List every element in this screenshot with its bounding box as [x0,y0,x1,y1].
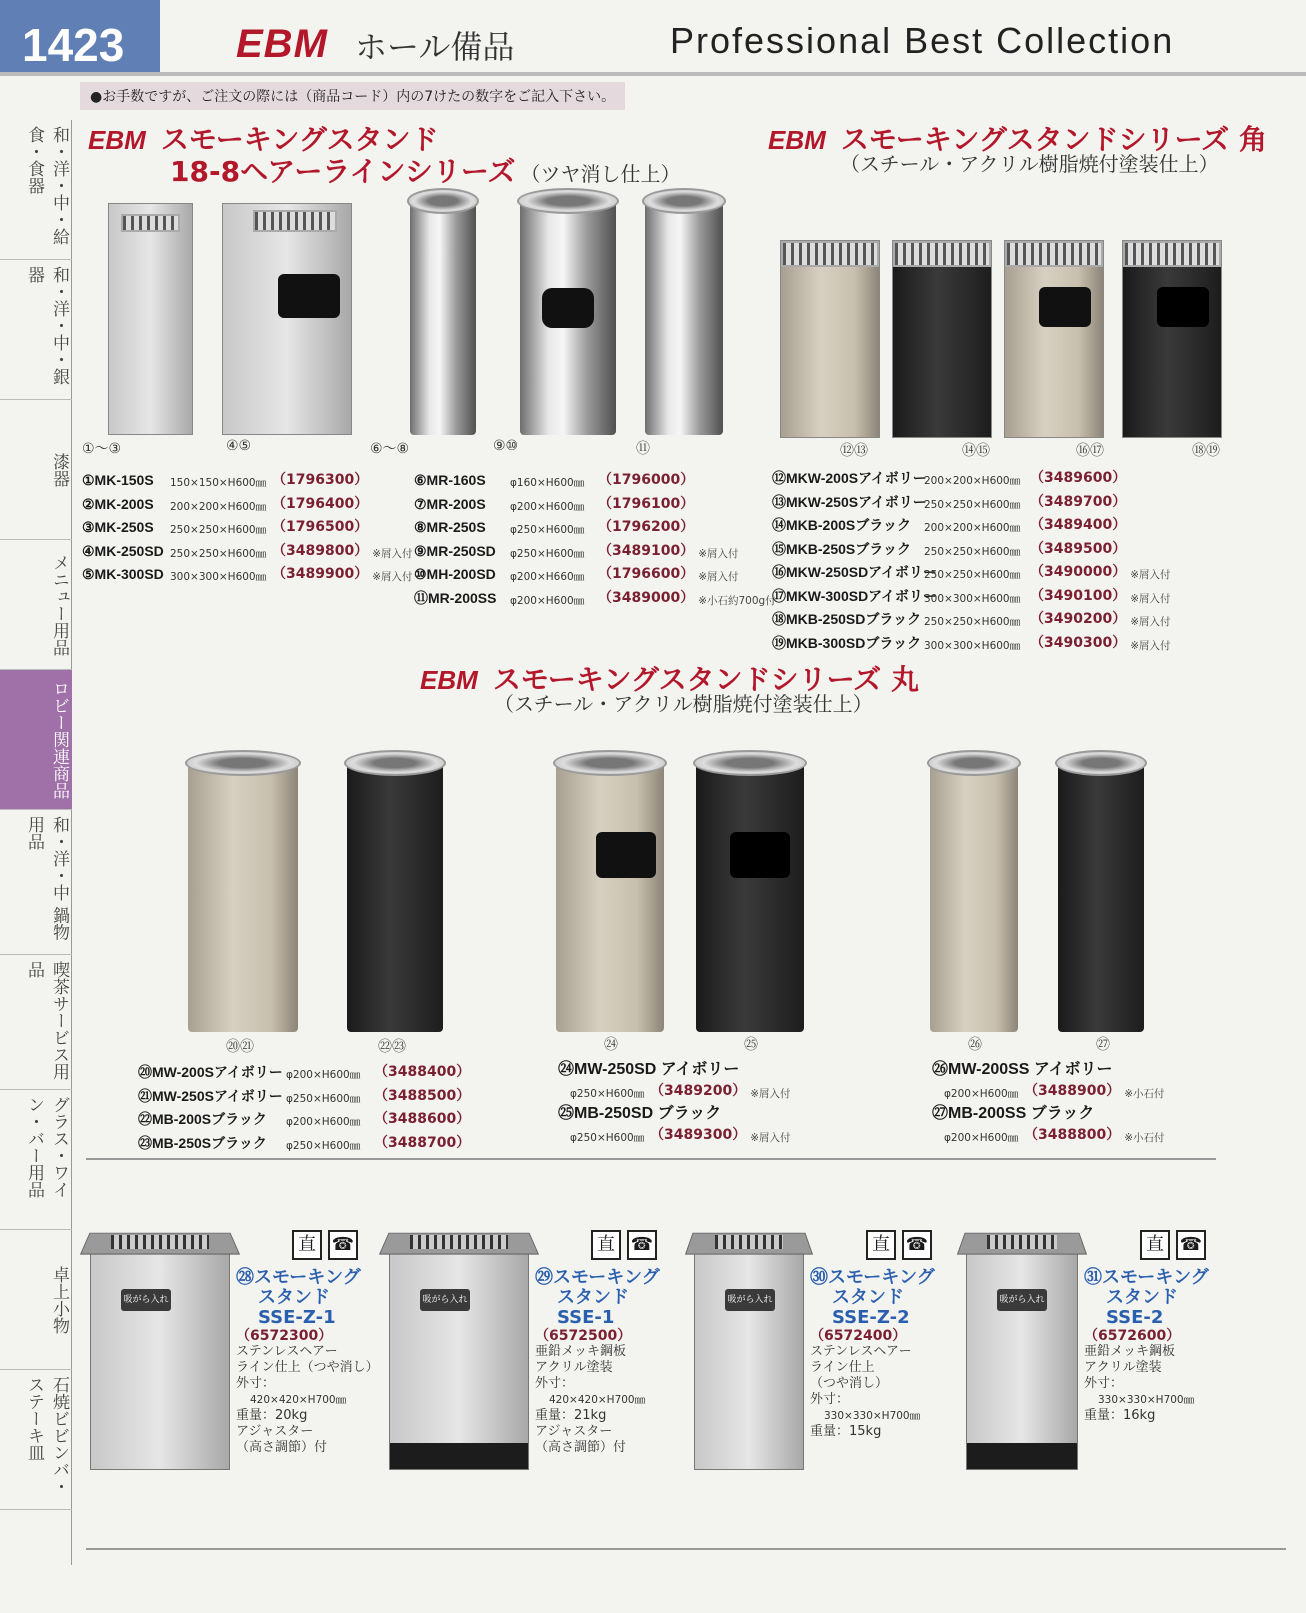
cabinet-label: 吸がら入れ [997,1289,1047,1311]
spec-model: ⑭MKB-200Sブラック [772,517,911,533]
section1-title-line2: 18-8ヘアーラインシリーズ [170,155,516,188]
product-name-line1: ㉘スモーキング [236,1267,361,1288]
product-desc-line: ライン仕上（つや消し） [236,1360,379,1375]
spec-size: φ200×H600㎜ [286,1069,361,1081]
spec-row [772,562,1171,586]
image-label: ④⑤ [226,438,252,454]
service-icons [866,1230,932,1260]
spec-code: （3489800） [272,542,369,559]
image-label: ①〜③ [82,441,122,457]
spec-note: ※小石約700g付 [698,594,776,607]
spec-row [772,633,1171,657]
section2-brand: EBM [768,125,826,155]
spec-size: 300×300×H600㎜ [924,592,1021,605]
smoking-stand-cabinet-image [694,1248,804,1470]
spec-code: （3490300） [1030,634,1127,651]
spec-model: ㉑MW-250Sアイボリー [138,1087,283,1104]
section1-heading-line2 [170,150,681,190]
mkb-200s-image [892,240,992,438]
product-model: SSE-Z-1 [258,1307,336,1328]
product-name-line1: ㉙スモーキング [535,1267,660,1288]
image-label: ㉒㉓ [378,1039,406,1055]
spec-code: （1796200） [598,519,695,535]
mb-250s-image [347,762,443,1032]
spec-size: φ200×H660㎜ [510,571,585,583]
mw-200ss-image [930,762,1018,1032]
product-extra-line: （高さ調節）付 [236,1440,328,1455]
spec-size: φ160×H600㎜ [510,477,585,489]
spec-model: ⑧MR-250S [414,519,486,535]
section3-spec-list-a [138,1062,474,1156]
product-description [1084,1268,1234,1424]
direct-shipping-icon: 直 [1140,1230,1170,1260]
section3-brand: EBM [420,665,478,695]
spec-code: （3489400） [1030,517,1127,533]
spec-row [558,1060,828,1104]
phone-order-icon: ☎ [902,1230,932,1260]
spec-size: 250×250×H600㎜ [924,569,1021,581]
spec-code: （3488700） [374,1134,471,1151]
spec-code: （1796500） [272,519,369,535]
spec-row [82,517,413,541]
product-name-line2: スタンド [258,1287,330,1308]
product-desc-line: ステンレスヘアー [810,1344,912,1359]
spec-row [82,564,413,588]
product-extra-line: アジャスター [236,1424,314,1439]
section3-spec-list-b [558,1060,828,1148]
spec-row [414,517,776,541]
spec-code: （1796100） [598,495,695,512]
image-label: ⑨⑩ [493,438,519,454]
section1-finish: （ツヤ消し仕上） [520,162,681,186]
collection-title: Professional Best Collection [670,20,1175,61]
spec-model: ⑨MR-250SD [414,542,496,559]
spec-code: （3489000） [598,589,695,606]
product-desc-line: 外寸： [810,1392,850,1407]
direct-shipping-icon: 直 [292,1230,322,1260]
product-extra-line: 重量：21kg [535,1408,607,1423]
image-label: ⑪ [636,441,650,457]
spec-code: （3488800） [1024,1126,1121,1143]
sidebar-item-tableware[interactable]: 和・洋・中・給食・食器 [0,120,72,260]
spec-code: （1796300） [272,472,369,488]
spec-row [82,541,413,565]
mb-200ss-image [1058,762,1144,1032]
footer-divider [86,1548,1286,1550]
sidebar-item-cafe[interactable]: 喫茶サービス用品 [0,955,72,1090]
spec-model: ⑦MR-200S [414,495,486,512]
sidebar-item-glass[interactable]: グラス・ワイン・バー用品 [0,1090,72,1230]
spec-model: ⑰MKW-300SDアイボリー [772,587,937,604]
spec-row [772,515,1171,539]
image-label: ⑯⑰ [1076,443,1104,459]
spec-row [414,588,776,612]
product-dimensions: 420×420×H700㎜ [250,1394,347,1406]
page-number: 1423 [0,0,160,75]
spec-row [558,1104,828,1148]
image-label: ㉔ [604,1037,618,1053]
spec-code: （3489500） [1030,540,1127,557]
brand-logo: EBM [236,22,328,66]
spec-model: ③MK-250S [82,519,154,535]
spec-model: ⑳MW-200Sアイボリー [138,1064,283,1080]
section2-title: スモーキングスタンドシリーズ 角 [840,123,1267,156]
section3-spec-list-c [932,1060,1202,1148]
product-model: SSE-Z-2 [832,1307,910,1328]
product-name-line2: スタンド [557,1287,629,1308]
spec-code: （3489600） [1030,470,1127,486]
spec-row [772,539,1171,563]
product-name-line1: ㉚スモーキング [810,1267,935,1288]
section1-title-line1: スモーキングスタンド [160,123,439,156]
mk-250sd-image [222,203,352,435]
spec-size: 250×250×H600㎜ [924,545,1021,558]
spec-size: φ250×H600㎜ [286,1139,361,1152]
spec-size: φ200×H600㎜ [510,594,585,607]
spec-row [932,1104,1202,1148]
spec-note: ※屑入付 [750,1087,791,1100]
spec-code: （3489200） [650,1082,747,1099]
spec-row [138,1109,474,1133]
spec-model: ⑮MKB-250Sブラック [772,540,911,557]
category-sidebar [0,120,72,1565]
spec-code: （1796400） [272,495,369,512]
spec-code: （3488900） [1024,1082,1121,1099]
section2-spec-list [772,468,1171,656]
spec-note: ※屑入付 [1130,616,1171,628]
product-extra-line: 重量：16kg [1084,1408,1156,1423]
section3-finish: （スチール・アクリル樹脂焼付塗装仕上） [494,692,873,716]
sidebar-item-lacquerware[interactable]: 漆器 [0,400,72,540]
sidebar-item-tabletop[interactable]: 卓上小物 [0,1230,72,1370]
spec-code: （3488500） [374,1087,471,1104]
spec-row [772,468,1171,492]
spec-size: 250×250×H600㎜ [170,524,267,536]
spec-note: ※屑入付 [372,571,413,583]
product-description [236,1268,386,1456]
spec-model: ⑫MKW-200Sアイボリー [772,470,927,486]
direct-shipping-icon: 直 [591,1230,621,1260]
product-desc-line: 外寸： [1084,1376,1124,1391]
spec-note: ※屑入付 [1130,569,1171,581]
spec-row [82,470,413,494]
smoking-stand-cabinet-image [90,1248,230,1470]
spec-note: ※屑入付 [750,1131,791,1144]
spec-row [414,564,776,588]
mkw-200s-image [780,240,880,438]
spec-size: 150×150×H600㎜ [170,477,267,489]
spec-model: ①MK-150S [82,472,154,488]
product-code: （6572300） [236,1328,333,1344]
mkb-250sd-image [1122,240,1222,438]
cabinet-label: 吸がら入れ [725,1289,775,1311]
mw-250s-image [188,762,298,1032]
spec-note: ※屑入付 [698,547,739,560]
section1-brand: EBM [88,125,146,155]
spec-size: 300×300×H600㎜ [170,571,267,583]
section1-spec-list-a [82,470,413,588]
product-model: SSE-2 [1106,1307,1164,1328]
section2-finish: （スチール・アクリル樹脂焼付塗装仕上） [840,152,1219,176]
phone-order-icon: ☎ [1176,1230,1206,1260]
phone-order-icon: ☎ [328,1230,358,1260]
spec-size: φ200×H600㎜ [944,1087,1019,1100]
spec-model: ④MK-250SD [82,542,164,559]
spec-note: ※小石付 [1124,1131,1165,1144]
spec-code: （3490200） [1030,611,1127,627]
spec-size: φ250×H600㎜ [570,1131,645,1144]
spec-note: ※屑入付 [698,571,739,583]
spec-size: 200×200×H600㎜ [924,475,1021,487]
spec-row [932,1060,1202,1104]
product-extra-line: （高さ調節）付 [535,1440,627,1455]
service-icons [292,1230,358,1260]
spec-note: ※屑入付 [372,547,413,560]
product-name-line2: スタンド [1106,1287,1178,1308]
product-desc-line: アクリル塗装 [1084,1360,1162,1375]
direct-shipping-icon: 直 [866,1230,896,1260]
spec-model: ⑱MKB-250SDブラック [772,611,922,627]
product-name-line2: スタンド [832,1287,904,1308]
spec-model: ㉒MB-200Sブラック [138,1111,267,1127]
mr-200ss-image [645,200,723,435]
image-label: ㉗ [1096,1037,1110,1053]
product-desc-line: ステンレスヘアー [236,1344,338,1359]
spec-size: φ250×H600㎜ [510,524,585,536]
product-dimensions: 330×330×H700㎜ [1098,1394,1195,1406]
spec-model: ⑪MR-200SS [414,589,497,606]
section1-spec-list-b [414,470,776,611]
sidebar-item-lobby[interactable]: ロビー関連商品 [0,670,72,810]
product-desc-line: ライン仕上 [810,1360,875,1375]
header-divider [0,72,1306,76]
spec-code: （3489100） [598,542,695,559]
product-desc-line: アクリル塗装 [535,1360,613,1375]
spec-code: （3488600） [374,1111,471,1127]
smoking-stand-cabinet-image [966,1248,1078,1470]
spec-row [772,586,1171,610]
spec-model: ⑥MR-160S [414,472,486,488]
spec-row [772,609,1171,633]
spec-size: φ250×H600㎜ [570,1087,645,1100]
spec-size: φ250×H600㎜ [510,547,585,560]
spec-size: 250×250×H600㎜ [170,547,267,560]
spec-model: ⑩MH-200SD [414,566,496,582]
spec-code: （3489300） [650,1126,747,1143]
phone-order-icon: ☎ [627,1230,657,1260]
spec-code: （3489900） [272,566,369,582]
image-label: ⑫⑬ [840,443,868,459]
spec-row [414,470,776,494]
spec-size: 250×250×H600㎜ [924,498,1021,511]
image-label: ⑭⑮ [962,443,990,459]
spec-row [138,1086,474,1110]
order-note: ●お手数ですが、ご注文の際には（商品コード）内の7けたの数字をご記入下さい。 [80,82,625,110]
spec-size: 200×200×H600㎜ [924,522,1021,534]
sidebar-item-silverware[interactable]: 和・洋・中・銀器 [0,260,72,400]
product-desc-line: 亜鉛メッキ鋼板 [1084,1344,1176,1359]
image-label: ⑱⑲ [1192,443,1220,459]
spec-model: ⑬MKW-250Sアイボリー [772,493,927,510]
spec-model: ⑯MKW-250SDアイボリー [772,564,937,580]
service-icons [1140,1230,1206,1260]
sidebar-item-pot[interactable]: 和・洋・中 鍋物用品 [0,810,72,955]
spec-size: 300×300×H600㎜ [924,639,1021,652]
product-dimensions: 420×420×H700㎜ [549,1394,646,1406]
product-code: （6572600） [1084,1328,1181,1344]
cabinet-label: 吸がら入れ [121,1289,171,1311]
spec-row [82,494,413,518]
spec-row [138,1133,474,1157]
product-dimensions: 330×330×H700㎜ [824,1410,921,1422]
spec-model: ⑲MKB-300SDブラック [772,634,922,651]
spec-note: ※屑入付 [1130,639,1171,652]
product-desc-line: 外寸： [535,1376,575,1391]
product-code: （6572400） [810,1328,907,1344]
product-desc-line: 外寸： [236,1376,276,1391]
product-description [810,1268,960,1440]
spec-size: φ250×H600㎜ [286,1092,361,1105]
spec-size: φ200×H600㎜ [510,500,585,513]
spec-model: ㉖MW-200SS アイボリー [932,1061,1113,1078]
mw-250sd-image [556,762,664,1032]
sidebar-item-stoneware[interactable]: 石焼ビビンバ・ステーキ皿 [0,1370,72,1510]
spec-row [414,541,776,565]
product-desc-line: （つや消し） [810,1376,889,1391]
mk-150s-image [108,203,193,435]
spec-model: ㉕MB-250SD ブラック [558,1105,722,1122]
spec-model: ⑤MK-300SD [82,566,164,582]
product-extra-line: 重量：20kg [236,1408,308,1423]
category-title: ホール備品 [355,28,515,66]
spec-model: ㉓MB-250Sブラック [138,1134,267,1151]
cabinet-label: 吸がら入れ [420,1289,470,1311]
spec-code: （3489700） [1030,493,1127,510]
product-code: （6572500） [535,1328,632,1344]
service-icons [591,1230,657,1260]
spec-note: ※小石付 [1124,1087,1165,1100]
mb-250sd-image [696,762,804,1032]
spec-code: （1796600） [598,566,695,582]
mr-160s-image [410,200,476,435]
spec-note: ※屑入付 [1130,592,1171,605]
spec-code: （1796000） [598,472,695,488]
product-extra-line: 重量：15kg [810,1424,882,1439]
image-label: ㉖ [968,1037,982,1053]
section-divider [86,1158,1216,1160]
spec-row [414,494,776,518]
mkw-250sd-image [1004,240,1104,438]
product-model: SSE-1 [557,1307,615,1328]
spec-size: 200×200×H600㎜ [170,500,267,513]
sidebar-item-menu[interactable]: メニュー用品 [0,540,72,670]
smoking-stand-cabinet-image [389,1248,529,1470]
product-description [535,1268,685,1456]
spec-size: φ200×H600㎜ [286,1116,361,1128]
spec-model: ②MK-200S [82,495,154,512]
spec-code: （3490000） [1030,564,1127,580]
spec-size: 250×250×H600㎜ [924,616,1021,628]
product-name-line1: ㉛スモーキング [1084,1267,1209,1288]
spec-model: ㉔MW-250SD アイボリー [558,1061,740,1078]
image-label: ⑥〜⑧ [370,441,410,457]
product-extra-line: アジャスター [535,1424,613,1439]
image-label: ⑳㉑ [226,1039,254,1055]
spec-size: φ200×H600㎜ [944,1131,1019,1144]
spec-row [138,1062,474,1086]
spec-row [772,492,1171,516]
spec-model: ㉗MB-200SS ブラック [932,1105,1095,1122]
spec-code: （3488400） [374,1064,471,1080]
product-desc-line: 亜鉛メッキ鋼板 [535,1344,627,1359]
spec-code: （3490100） [1030,587,1127,604]
section3-title: スモーキングスタンドシリーズ 丸 [492,663,919,696]
mr-250sd-image [520,200,616,435]
image-label: ㉕ [744,1037,758,1053]
